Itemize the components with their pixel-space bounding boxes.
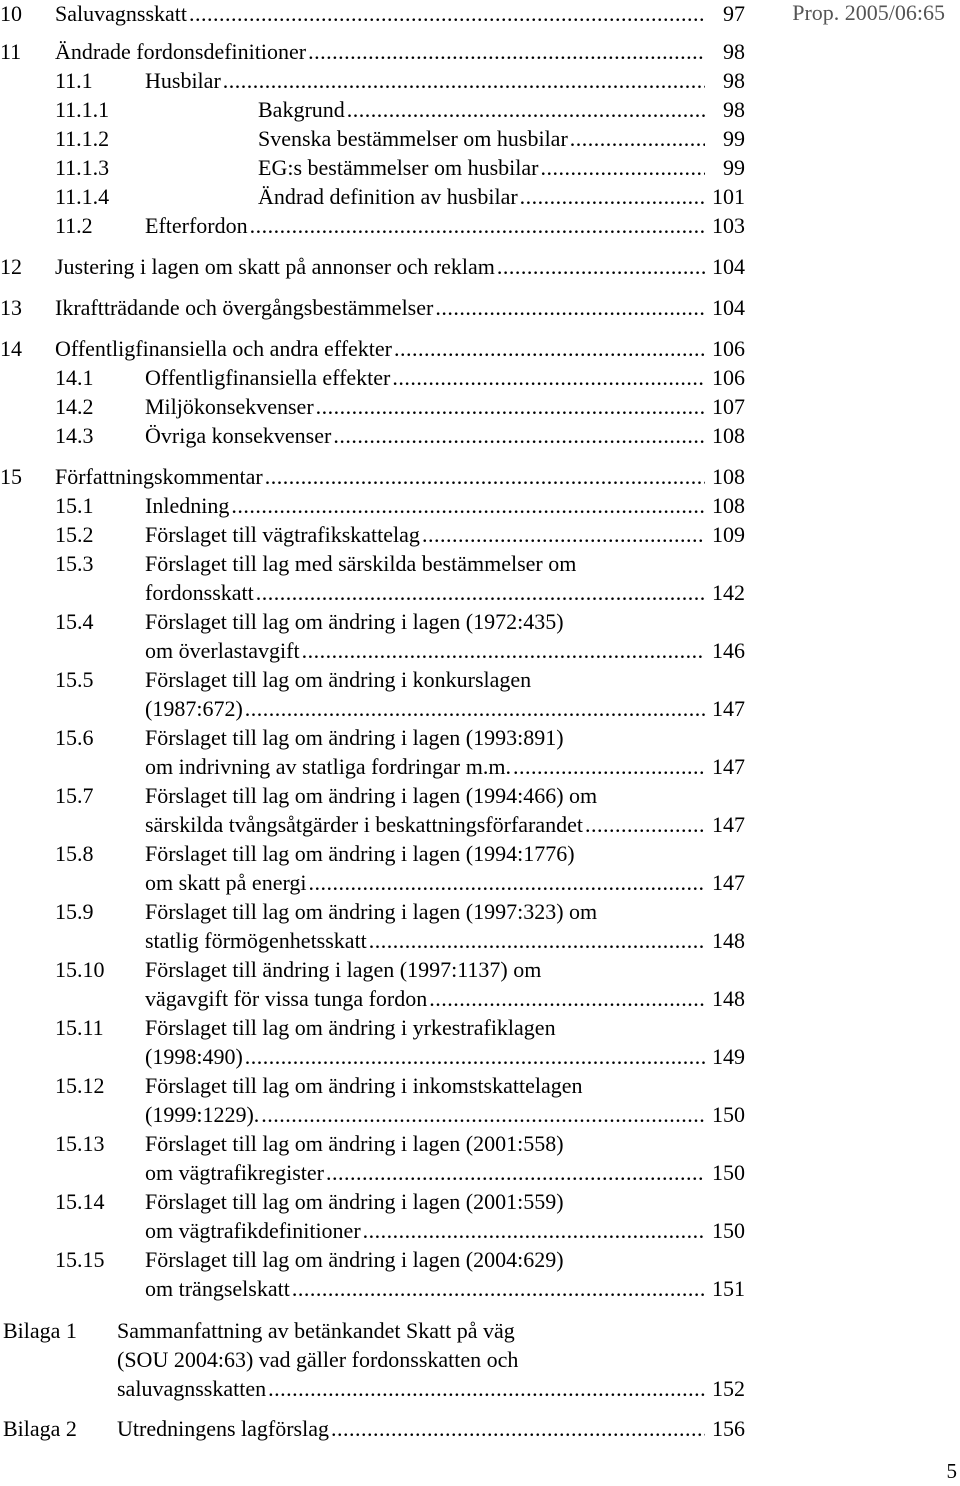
toc-entry[interactable]	[55, 1013, 745, 1071]
toc-entry-number: 11.1	[55, 68, 93, 93]
dot-leader	[497, 252, 705, 281]
toc-entry-title: Förslaget till lag om ändring i inkomstskattelagen	[145, 1073, 583, 1098]
toc-entry-title: Sammanfattning av betänkandet Skatt på väg	[117, 1318, 515, 1343]
toc-entry-page: 151	[712, 1276, 745, 1301]
toc-entry-page: 142	[712, 580, 745, 605]
toc-entry-page: 148	[712, 928, 745, 953]
toc-entry-title: fordonsskatt	[145, 580, 254, 605]
toc-entry-page: 101	[712, 184, 745, 209]
toc-entry-title: Svenska bestämmelser om husbilar	[258, 126, 568, 151]
toc-entry-number: 15.15	[55, 1247, 105, 1272]
toc-entry-title: Författningskommentar	[55, 464, 263, 489]
toc-entry-title: Justering i lagen om skatt på annonser och reklam	[55, 254, 495, 279]
toc-entry-number: 14.1	[55, 365, 94, 390]
toc-entry-title: Förslaget till lag om ändring i lagen (1972:435)	[145, 609, 564, 634]
dot-leader	[369, 926, 705, 955]
dot-leader	[256, 578, 705, 607]
toc-entry-title: EG:s bestämmelser om husbilar	[258, 155, 539, 180]
toc-entry[interactable]	[55, 421, 745, 450]
toc-entry[interactable]	[0, 252, 745, 281]
toc-entry[interactable]	[55, 897, 745, 955]
dot-leader	[231, 491, 705, 520]
toc-entry[interactable]	[55, 549, 745, 607]
toc-entry-title: om överlastavgift	[145, 638, 300, 663]
toc-entry-page: 146	[712, 638, 745, 663]
toc-entry[interactable]	[55, 95, 745, 124]
toc-entry-number: 15.12	[55, 1073, 105, 1098]
toc-entry-page: 104	[712, 254, 745, 279]
toc-entry-page: 148	[712, 986, 745, 1011]
toc-entry-page: 108	[712, 464, 745, 489]
dot-leader	[261, 1100, 705, 1129]
toc-entry[interactable]	[0, 293, 745, 322]
toc-entry-page: 106	[712, 365, 745, 390]
toc-entry-number: 11.1.3	[55, 155, 110, 180]
toc-entry[interactable]	[3, 1316, 745, 1403]
toc-entry-page: 103	[712, 213, 745, 238]
toc-entry-title: Utredningens lagförslag	[117, 1416, 329, 1441]
toc-entry[interactable]	[0, 37, 745, 66]
toc-entry-title: Förslaget till lag med särskilda bestämmelser om	[145, 551, 577, 576]
toc-entry-title: Miljökonsekvenser	[145, 394, 314, 419]
toc-entry-page: 98	[723, 39, 745, 64]
toc-entry-page: 109	[712, 522, 745, 547]
dot-leader	[245, 1042, 705, 1071]
toc-entry-page: 150	[712, 1160, 745, 1185]
toc-entry-number: 15.13	[55, 1131, 105, 1156]
toc-entry-title: Förslaget till lag om ändring i lagen (2001:559)	[145, 1189, 564, 1214]
toc-entry-title: Bakgrund	[258, 97, 345, 122]
dot-leader	[540, 153, 705, 182]
toc-entry-title: statlig förmögenhetsskatt	[145, 928, 367, 953]
toc-entry-title: (SOU 2004:63) vad gäller fordonsskatten och	[117, 1347, 519, 1372]
toc-entry[interactable]	[55, 665, 745, 723]
toc-entry-page: 99	[723, 155, 745, 180]
toc-entry-number: 11.1.1	[55, 97, 110, 122]
toc-entry-number: 10	[0, 1, 22, 26]
toc-entry-title: särskilda tvångsåtgärder i beskattningsförfarandet	[145, 812, 584, 837]
toc-entry-page: 150	[712, 1218, 745, 1243]
toc-entry[interactable]	[55, 66, 745, 95]
toc-entry-title: Efterfordon	[145, 213, 248, 238]
toc-entry-page: 98	[723, 68, 745, 93]
toc-entry-page: 108	[712, 423, 745, 448]
toc-entry-title: Förslaget till lag om ändring i konkurslagen	[145, 667, 532, 692]
toc-entry-title: vägavgift för vissa tunga fordon	[145, 986, 428, 1011]
dot-leader	[189, 0, 705, 28]
toc-entry-page: 99	[723, 126, 745, 151]
toc-entry-number: Bilaga 1	[3, 1318, 77, 1343]
toc-entry-number: 15.3	[55, 551, 94, 576]
toc-entry-title: om trängselskatt	[145, 1276, 290, 1301]
toc-entry[interactable]	[55, 781, 745, 839]
toc-entry-number: 14.2	[55, 394, 94, 419]
toc-entry-page: 147	[712, 754, 745, 779]
toc-entry-page: 98	[723, 97, 745, 122]
dot-leader	[585, 810, 705, 839]
dot-leader	[309, 868, 706, 897]
dot-leader	[331, 1414, 705, 1443]
dot-leader	[422, 520, 705, 549]
dot-leader	[302, 636, 705, 665]
toc-entry-page: 108	[712, 493, 745, 518]
dot-leader	[429, 984, 705, 1013]
toc-entry-number: 15.2	[55, 522, 94, 547]
toc-entry-page: 97	[723, 1, 745, 26]
toc-entry-number: 14	[0, 336, 22, 361]
toc-entry[interactable]	[55, 211, 745, 240]
toc-entry-number: 15.10	[55, 957, 105, 982]
dot-leader	[268, 1374, 705, 1403]
toc-entry[interactable]	[55, 182, 745, 211]
toc-entry-title: Förslaget till lag om ändring i lagen (2001:558)	[145, 1131, 564, 1156]
dot-leader	[363, 1216, 705, 1245]
toc-entry-number: 11.1.2	[55, 126, 110, 151]
toc-entry[interactable]	[55, 1129, 745, 1187]
dot-leader	[223, 66, 705, 95]
toc-entry-number: 15.9	[55, 899, 94, 924]
toc-entry-number: 15.7	[55, 783, 94, 808]
toc-entry-title: Förslaget till lag om ändring i lagen (1993:891)	[145, 725, 564, 750]
toc-entry-title: Offentligfinansiella effekter	[145, 365, 391, 390]
toc-entry-title: Förslaget till vägtrafikskattelag	[145, 522, 420, 547]
toc-entry[interactable]	[55, 124, 745, 153]
toc-entry[interactable]	[3, 1414, 745, 1443]
toc-entry-number: 11.1.4	[55, 184, 110, 209]
dot-leader	[333, 421, 705, 450]
toc-entry-title: Förslaget till lag om ändring i yrkestrafiklagen	[145, 1015, 556, 1040]
dot-leader	[394, 334, 705, 363]
toc-entry-title: Förslaget till lag om ändring i lagen (1994:466) om	[145, 783, 598, 808]
toc-entry-title: (1999:1229).	[145, 1102, 260, 1127]
toc-entry-title: Förslaget till lag om ändring i lagen (1994:1776)	[145, 841, 575, 866]
toc-entry-page: 147	[712, 696, 745, 721]
publication-reference: Prop. 2005/06:65	[792, 0, 945, 25]
toc-entry-number: Bilaga 2	[3, 1416, 77, 1441]
toc-entry[interactable]	[55, 363, 745, 392]
toc-entry-title: saluvagnsskatten	[117, 1376, 267, 1401]
toc-entry-number: 14.3	[55, 423, 94, 448]
toc-entry-title: Inledning	[145, 493, 230, 518]
toc-entry-title: Förslaget till lag om ändring i lagen (2004:629)	[145, 1247, 564, 1272]
dot-leader	[513, 752, 705, 781]
dot-leader	[392, 363, 705, 392]
toc-entry-number: 15.14	[55, 1189, 105, 1214]
toc-entry[interactable]	[55, 153, 745, 182]
toc-entry-title: Förslaget till lag om ändring i lagen (1997:323) om	[145, 899, 598, 924]
toc-entry-title: Husbilar	[145, 68, 221, 93]
dot-leader	[265, 462, 705, 491]
dot-leader	[570, 124, 705, 153]
toc-entry-title: om vägtrafikregister	[145, 1160, 324, 1185]
toc-entry-number: 11.2	[55, 213, 93, 238]
toc-entry[interactable]	[0, 0, 745, 28]
toc-entry[interactable]	[55, 1071, 745, 1129]
toc-entry[interactable]	[55, 1245, 745, 1303]
dot-leader	[292, 1274, 705, 1303]
toc-entry[interactable]	[55, 491, 745, 520]
toc-entry[interactable]	[0, 334, 745, 363]
toc-entry-title: Saluvagnsskatt	[55, 1, 187, 26]
toc-entry-title: (1987:672)	[145, 696, 243, 721]
toc-entry-number: 15.8	[55, 841, 94, 866]
toc-entry-title: om vägtrafikdefinitioner	[145, 1218, 361, 1243]
toc-entry[interactable]	[55, 723, 745, 781]
dot-leader	[435, 293, 705, 322]
toc-entry-title: Offentligfinansiella och andra effekter	[55, 336, 392, 361]
toc-entry[interactable]	[55, 955, 745, 1013]
dot-leader	[250, 211, 705, 240]
toc-entry-number: 15	[0, 464, 22, 489]
toc-entry-number: 15.5	[55, 667, 94, 692]
toc-entry-title: Ändrad definition av husbilar	[258, 184, 518, 209]
toc-entry-number: 15.11	[55, 1015, 104, 1040]
dot-leader	[245, 694, 705, 723]
dot-leader	[347, 95, 705, 124]
dot-leader	[316, 392, 705, 421]
toc-entry-number: 15.4	[55, 609, 94, 634]
page-number: 5	[946, 1459, 957, 1483]
toc-entry-title: Ändrade fordonsdefinitioner	[55, 39, 307, 64]
toc-entry[interactable]	[55, 607, 745, 665]
toc-entry[interactable]	[0, 462, 745, 491]
toc-entry-page: 147	[712, 870, 745, 895]
dot-leader	[520, 182, 705, 211]
toc-entry-page: 149	[712, 1044, 745, 1069]
dot-leader	[326, 1158, 705, 1187]
toc-entry[interactable]	[55, 520, 745, 549]
toc-entry-page: 156	[712, 1416, 745, 1441]
toc-entry-title: (1998:490)	[145, 1044, 243, 1069]
toc-entry-number: 13	[0, 295, 22, 320]
dot-leader	[308, 37, 705, 66]
toc-entry-title: om indrivning av statliga fordringar m.m.	[145, 754, 511, 779]
toc-entry-title: Övriga konsekvenser	[145, 423, 332, 448]
toc-entry-title: om skatt på energi	[145, 870, 307, 895]
toc-entry-title: Ikraftträdande och övergångsbestämmelser	[55, 295, 434, 320]
toc-entry-number: 15.6	[55, 725, 94, 750]
toc-entry-page: 107	[712, 394, 745, 419]
toc-entry-number: 12	[0, 254, 22, 279]
toc-entry[interactable]	[55, 1187, 745, 1245]
toc-entry[interactable]	[55, 392, 745, 421]
toc-entry-number: 15.1	[55, 493, 94, 518]
toc-entry-page: 147	[712, 812, 745, 837]
toc-entry-page: 106	[712, 336, 745, 361]
toc-entry-number: 11	[0, 39, 22, 64]
toc-entry-page: 104	[712, 295, 745, 320]
toc-entry-page: 152	[712, 1376, 745, 1401]
toc-entry-title: Förslaget till ändring i lagen (1997:1137) om	[145, 957, 542, 982]
toc-entry-page: 150	[712, 1102, 745, 1127]
toc-entry[interactable]	[55, 839, 745, 897]
